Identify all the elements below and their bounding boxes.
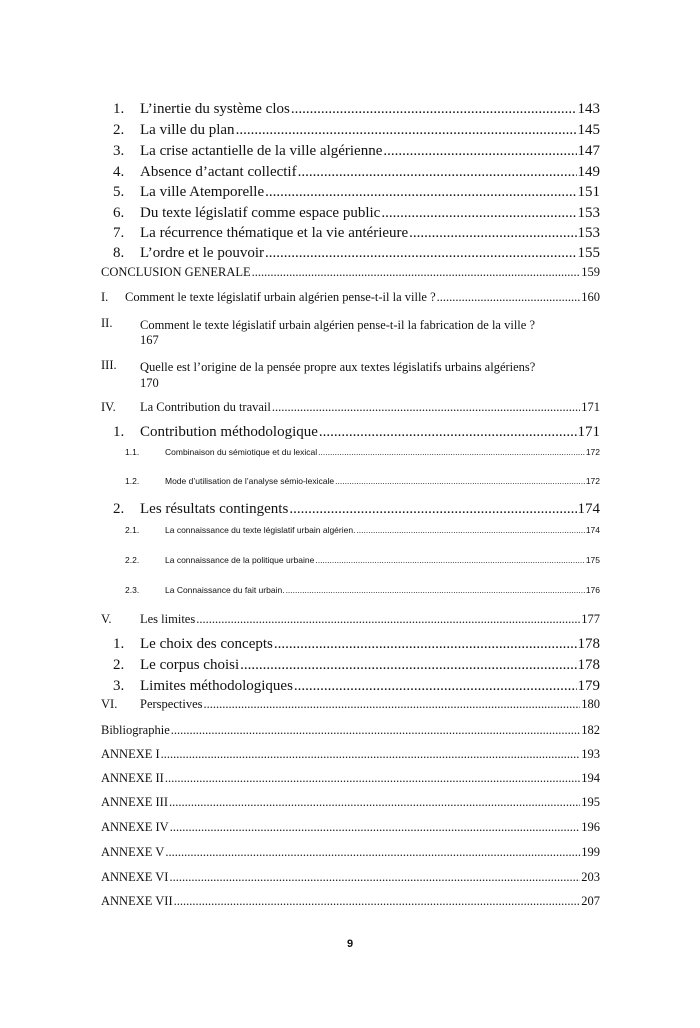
toc-entry-annexe-II xyxy=(101,771,600,786)
toc-page: 193 xyxy=(581,747,600,761)
toc-entry-annexe-VI xyxy=(101,870,600,885)
toc-marker: 2.1. xyxy=(125,525,140,535)
toc-text: ANNEXE III xyxy=(101,795,168,809)
toc-marker: 6. xyxy=(113,205,125,221)
toc-marker: 1. xyxy=(113,101,125,117)
toc-entry-sub-2-1 xyxy=(125,525,600,535)
toc-text: La crise actantielle de la ville algérienne xyxy=(140,143,383,159)
toc-page: 203 xyxy=(581,870,600,884)
toc-entry-annexe-V xyxy=(101,845,600,860)
toc-marker: 1. xyxy=(113,424,125,440)
toc-text: Du texte législatif comme espace public xyxy=(140,205,381,221)
toc-text: La ville Atemporelle xyxy=(140,184,265,200)
toc-marker: 1.2. xyxy=(125,476,140,486)
toc-entry-annexe-IV xyxy=(101,820,600,835)
toc-text: La Contribution du travail xyxy=(140,400,271,414)
toc-page: 194 xyxy=(581,771,600,785)
toc-marker: IV. xyxy=(101,400,116,414)
toc-marker: VI. xyxy=(101,697,118,711)
toc-page: 153 xyxy=(577,225,600,241)
toc-marker: 7. xyxy=(113,225,125,241)
toc-page: 151 xyxy=(577,184,600,200)
toc-marker: 4. xyxy=(113,164,125,180)
toc-entry-annexe-I xyxy=(101,747,600,762)
toc-marker: 2.3. xyxy=(125,585,140,595)
toc-entry-inertie xyxy=(113,101,600,118)
toc-entry-annexe-III xyxy=(101,795,600,810)
toc-page: 170 xyxy=(140,376,159,390)
toc-entry-limites-methodo xyxy=(113,678,600,695)
toc-entry-bibliographie xyxy=(101,723,600,738)
toc-page: 196 xyxy=(581,820,600,834)
toc-text: Le choix des concepts xyxy=(140,636,273,652)
toc-text: Perspectives xyxy=(140,697,203,711)
toc-entry-sub-2-3 xyxy=(125,585,600,595)
toc-page: 171 xyxy=(577,424,600,440)
toc-marker: 2. xyxy=(113,501,125,517)
toc-text: L’ordre et le pouvoir xyxy=(140,245,264,261)
toc-page: 172 xyxy=(585,447,600,457)
toc-page: 175 xyxy=(585,555,600,565)
toc-entry-absence-actant xyxy=(113,164,600,181)
toc-marker: 1.1. xyxy=(125,447,140,457)
toc-page: 195 xyxy=(581,795,600,809)
toc-entry-ordre-pouvoir xyxy=(113,245,600,262)
toc-page: 174 xyxy=(585,525,600,535)
toc-text: La connaissance du texte législatif urbain algérien. xyxy=(165,525,356,535)
toc-entry-recurrence xyxy=(113,225,600,242)
toc-page: 177 xyxy=(581,612,600,626)
toc-page: 178 xyxy=(577,636,600,652)
toc-marker: 3. xyxy=(113,143,125,159)
toc-text: La connaissance de la politique urbaine xyxy=(165,555,315,565)
toc-page: 145 xyxy=(577,122,600,138)
toc-page: 147 xyxy=(577,143,600,159)
toc-text: La Connaissance du fait urbain. xyxy=(165,585,285,595)
toc-text: Comment le texte législatif urbain algérien pense-t-il la fabrication de la ville ? xyxy=(140,318,535,332)
toc-entry-sub-1-2 xyxy=(125,476,600,486)
page-number: 9 xyxy=(346,938,354,950)
toc-entry-corpus xyxy=(113,657,600,674)
toc-page: 143 xyxy=(577,101,600,117)
toc-marker: 8. xyxy=(113,245,125,261)
toc-marker: 3. xyxy=(113,678,125,694)
toc-page: 207 xyxy=(581,894,600,908)
toc-text: Contribution méthodologique xyxy=(140,424,318,440)
toc-entry-ville-atemporelle xyxy=(113,184,600,201)
toc-text: Bibliographie xyxy=(101,723,170,737)
toc-entry-section-I xyxy=(101,290,600,305)
toc-entry-crise-actantielle xyxy=(113,143,600,160)
toc-text: Les limites xyxy=(140,612,196,626)
toc-entry-resultats xyxy=(113,501,600,518)
toc-entry-sub-2-2 xyxy=(125,555,600,565)
toc-page: 174 xyxy=(577,501,600,517)
toc-marker: 5. xyxy=(113,184,125,200)
toc-page: 179 xyxy=(577,678,600,694)
toc-entry-section-VI xyxy=(101,697,600,712)
toc-text: ANNEXE VI xyxy=(101,870,169,884)
toc-page: 178 xyxy=(577,657,600,673)
toc-text: Absence d’actant collectif xyxy=(140,164,297,180)
toc-text: Quelle est l’origine de la pensée propre aux textes législatifs urbains algériens? xyxy=(140,360,536,374)
toc-entry-ville-du-plan xyxy=(113,122,600,139)
toc-text: L’inertie du système clos xyxy=(140,101,290,117)
toc-text: CONCLUSION GENERALE xyxy=(101,265,251,279)
toc-text: ANNEXE VII xyxy=(101,894,173,908)
toc-page: 155 xyxy=(577,245,600,261)
toc-entry-contribution-methodo xyxy=(113,424,600,441)
toc-page: 167 xyxy=(140,333,159,347)
toc-text: ANNEXE V xyxy=(101,845,165,859)
toc-marker: 2.2. xyxy=(125,555,140,565)
toc-page: 159 xyxy=(581,265,600,279)
toc-entry-section-IV xyxy=(101,400,600,415)
toc-text: Limites méthodologiques xyxy=(140,678,293,694)
toc-page: 182 xyxy=(581,723,600,737)
toc-text: ANNEXE IV xyxy=(101,820,169,834)
toc-entry-section-V xyxy=(101,612,600,627)
toc-marker: 2. xyxy=(113,122,125,138)
toc-entry-annexe-VII xyxy=(101,894,600,909)
toc-text: ANNEXE II xyxy=(101,771,164,785)
toc-text: La récurrence thématique et la vie antérieure xyxy=(140,225,409,241)
toc-text: ANNEXE I xyxy=(101,747,160,761)
toc-page: 180 xyxy=(581,697,600,711)
toc-text: La ville du plan xyxy=(140,122,235,138)
toc-entry-choix-concepts xyxy=(113,636,600,653)
toc-page: 199 xyxy=(581,845,600,859)
toc-marker: II. xyxy=(101,316,113,330)
toc-entry-conclusion xyxy=(101,265,600,280)
toc-marker: V. xyxy=(101,612,112,626)
toc-page: 176 xyxy=(585,585,600,595)
toc-page: 172 xyxy=(585,476,600,486)
toc-entry-sub-1-1 xyxy=(125,447,600,457)
toc-entry-texte-espace-public xyxy=(113,205,600,222)
toc-page: 171 xyxy=(581,400,600,414)
toc-marker: I. xyxy=(101,290,109,304)
toc-page: 160 xyxy=(581,290,600,304)
toc-marker: III. xyxy=(101,358,117,372)
toc-text: Le corpus choisi xyxy=(140,657,240,673)
toc-marker: 2. xyxy=(113,657,125,673)
toc-text: Les résultats contingents xyxy=(140,501,289,517)
toc-text: Combinaison du sémiotique et du lexical xyxy=(165,447,318,457)
toc-marker: 1. xyxy=(113,636,125,652)
toc-text: Comment le texte législatif urbain algérien pense-t-il la ville ? xyxy=(125,290,436,304)
toc-text: Mode d’utilisation de l’analyse sémio-lexicale xyxy=(165,476,335,486)
toc-page: 153 xyxy=(577,205,600,221)
toc-page: 149 xyxy=(577,164,600,180)
